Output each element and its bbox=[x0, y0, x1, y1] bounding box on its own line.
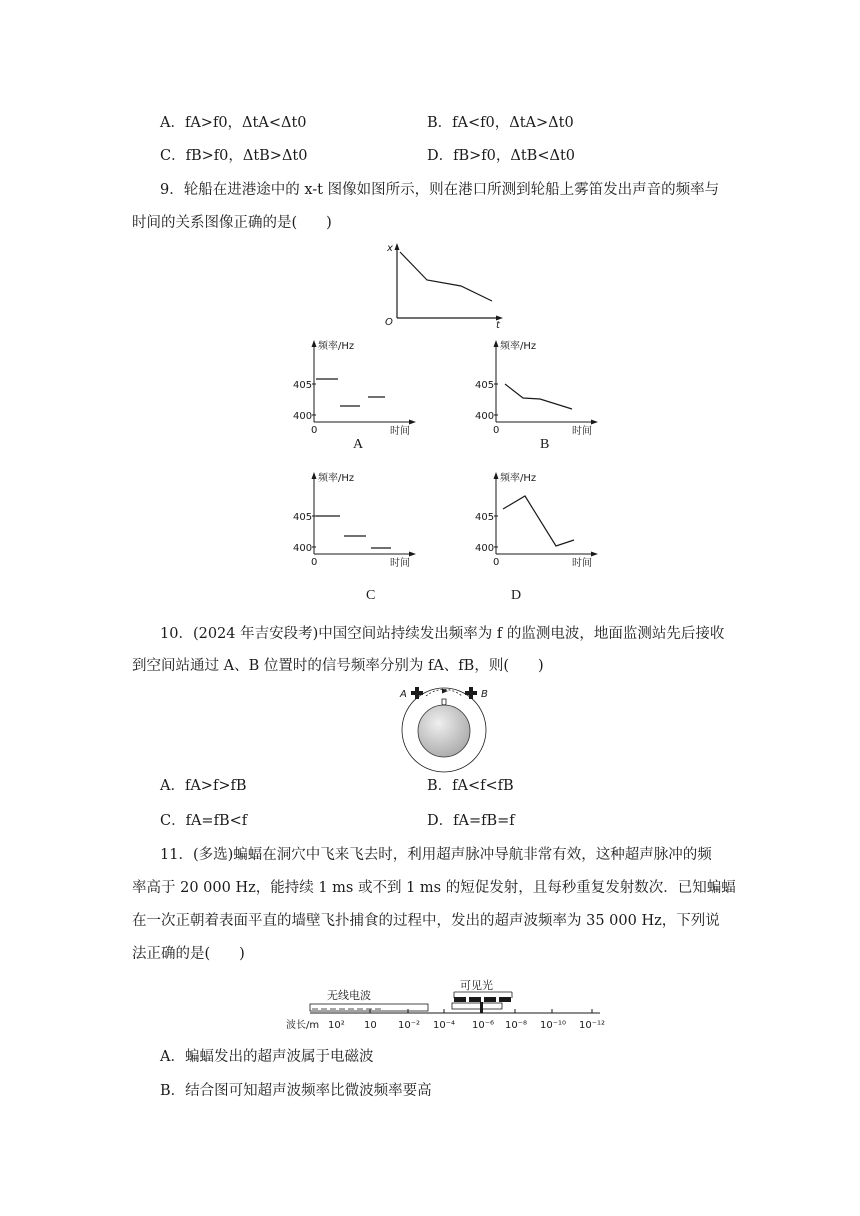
freq-a-origin: 0 bbox=[311, 425, 318, 436]
spectrum-tick-2: 10 bbox=[364, 1020, 377, 1031]
q11-stem-line1: 11．(多选)蝙蝠在洞穴中飞来飞去时，利用超声脉冲导航非常有效，这种超声脉冲的频 bbox=[160, 847, 712, 863]
freq-c-x-label: 时间 bbox=[390, 558, 410, 569]
q10-option-d: D．fA=fB=f bbox=[427, 813, 515, 829]
q8-option-d: D．fB>f0，ΔtB<Δt0 bbox=[427, 148, 576, 164]
spectrum-tick-3: 10⁻² bbox=[398, 1020, 421, 1031]
freq-d-origin: 0 bbox=[493, 557, 500, 568]
q8-option-b: B．fA<f0，ΔtA>Δt0 bbox=[427, 115, 574, 131]
xt-origin-label: O bbox=[385, 317, 393, 328]
freq-d-tick-400: 400 bbox=[475, 543, 495, 554]
freq-b-origin: 0 bbox=[493, 425, 500, 436]
q11-option-b: B．结合图可知超声波频率比微波频率要高 bbox=[160, 1083, 432, 1099]
freq-b-x-label: 时间 bbox=[572, 426, 592, 437]
freq-c-tick-405: 405 bbox=[293, 512, 313, 523]
q10-option-c: C．fA=fB<f bbox=[160, 813, 248, 829]
q11-stem-line4: 法正确的是( ) bbox=[132, 946, 245, 962]
freq-graph-d bbox=[470, 468, 602, 570]
q8-option-c: C．fB>f0，ΔtB>Δt0 bbox=[160, 148, 308, 164]
spectrum-tick-6: 10⁻⁸ bbox=[505, 1020, 528, 1031]
spectrum-tick-1: 10² bbox=[328, 1020, 345, 1031]
q10-stem-line1: 10．(2024 年吉安段考)中国空间站持续发出频率为 f 的监测电波，地面监测站先后接收 bbox=[160, 626, 725, 642]
q11-stem-line3: 在一次正朝着表面平直的墙壁飞扑捕食的过程中，发出的超声波频率为 35 000 Hz，下列说 bbox=[132, 913, 720, 929]
q9-stem-line2: 时间的关系图像正确的是( ) bbox=[132, 215, 332, 231]
freq-d-tick-405: 405 bbox=[475, 512, 495, 523]
spectrum-radio-label: 无线电波 bbox=[327, 989, 371, 1002]
freq-a-tick-405: 405 bbox=[293, 380, 313, 391]
spectrum-tick-5: 10⁻⁶ bbox=[472, 1020, 495, 1031]
freq-a-tick-400: 400 bbox=[293, 411, 313, 422]
orbit-label-b: B bbox=[481, 689, 488, 700]
xt-y-axis-label: x bbox=[387, 243, 393, 254]
freq-b-tick-405: 405 bbox=[475, 380, 495, 391]
em-spectrum-figure bbox=[282, 978, 606, 1034]
freq-c-tick-400: 400 bbox=[293, 543, 313, 554]
freq-a-y-label: 频率/Hz bbox=[318, 341, 355, 352]
freq-c-y-label: 频率/Hz bbox=[318, 473, 355, 484]
spectrum-tick-8: 10⁻¹² bbox=[579, 1020, 606, 1031]
q10-option-a: A．fA>f>fB bbox=[160, 778, 247, 794]
freq-b-tick-400: 400 bbox=[475, 411, 495, 422]
freq-a-x-label: 时间 bbox=[390, 426, 410, 437]
freq-graph-a-caption: A bbox=[353, 437, 364, 452]
freq-c-origin: 0 bbox=[311, 557, 318, 568]
freq-graph-c bbox=[288, 468, 420, 570]
spectrum-axis-prefix: 波长/m bbox=[286, 1020, 320, 1031]
q11-stem-line2: 率高于 20 000 Hz，能持续 1 ms 或不到 1 ms 的短促发射，且每秒重复发射数次．已知蝙蝠 bbox=[132, 880, 736, 896]
freq-graph-c-caption: C bbox=[366, 588, 376, 603]
spectrum-tick-4: 10⁻⁴ bbox=[433, 1020, 456, 1031]
freq-graph-b bbox=[470, 336, 602, 438]
freq-b-y-label: 频率/Hz bbox=[500, 341, 537, 352]
freq-graph-d-caption: D bbox=[511, 588, 522, 603]
spectrum-tick-7: 10⁻¹⁰ bbox=[540, 1020, 567, 1031]
space-station-orbit-figure bbox=[396, 680, 496, 780]
xt-x-axis-label: t bbox=[496, 320, 500, 330]
spectrum-visible-label: 可见光 bbox=[460, 979, 493, 992]
q9-stem-line1: 9．轮船在进港途中的 x-t 图像如图所示，则在港口所测到轮船上雾笛发出声音的频率与 bbox=[160, 182, 720, 198]
freq-d-y-label: 频率/Hz bbox=[500, 473, 537, 484]
q8-option-a: A．fA>f0，ΔtA<Δt0 bbox=[160, 115, 307, 131]
freq-graph-a bbox=[288, 336, 420, 438]
freq-d-x-label: 时间 bbox=[572, 558, 592, 569]
xt-graph bbox=[382, 238, 506, 330]
q11-option-a: A．蝙蝠发出的超声波属于电磁波 bbox=[160, 1049, 374, 1065]
q10-option-b: B．fA<f<fB bbox=[427, 778, 514, 794]
orbit-label-a: A bbox=[400, 689, 407, 700]
q10-stem-line2: 到空间站通过 A、B 位置时的信号频率分别为 fA、fB，则( ) bbox=[132, 658, 544, 674]
freq-graph-b-caption: B bbox=[540, 437, 550, 452]
